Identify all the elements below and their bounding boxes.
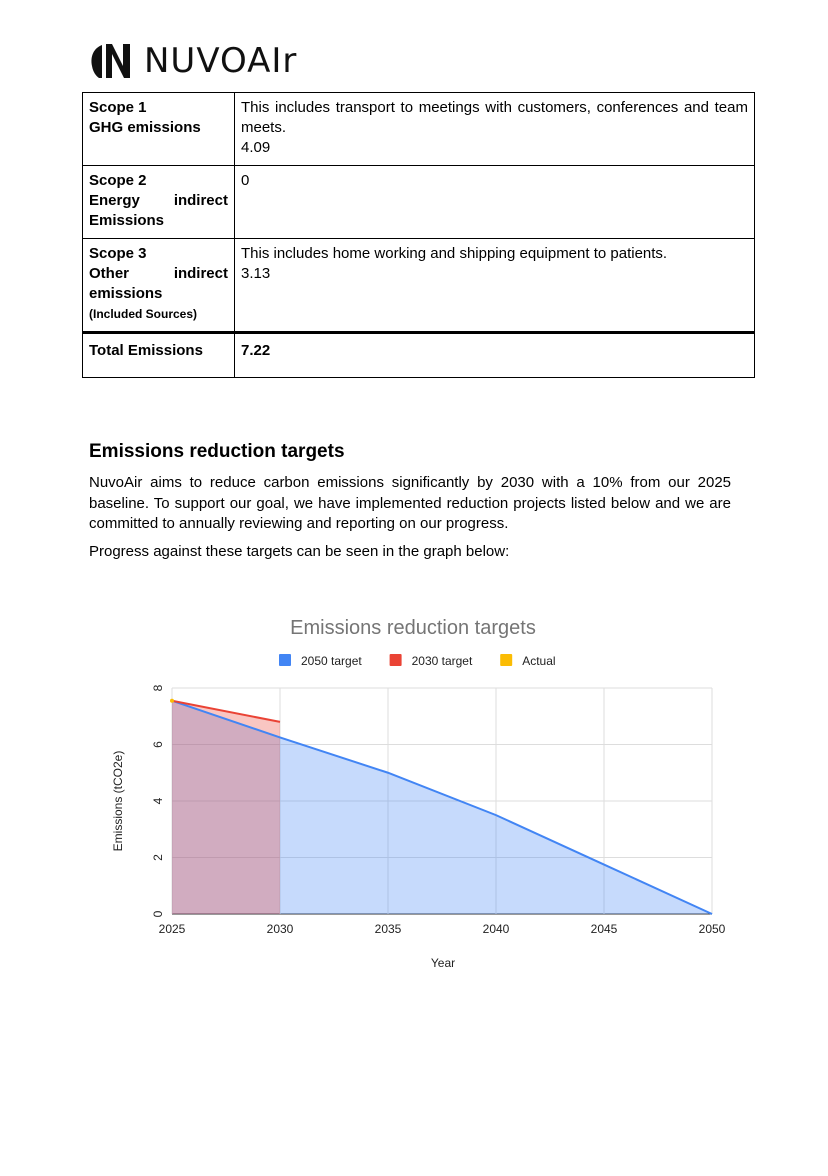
scope-3-note: (Included Sources) <box>89 307 198 321</box>
logo-wordmark: NUVOAIr <box>144 41 298 81</box>
scope-3-description: This includes home working and shipping equipment to patients. <box>241 245 668 262</box>
table-row-scope-1 <box>83 93 755 166</box>
x-tick-label: 2035 <box>374 922 402 936</box>
emissions-table <box>82 92 755 378</box>
scope-1-details <box>235 93 755 166</box>
table-row-total <box>83 333 755 378</box>
emissions-chart <box>100 605 740 980</box>
nuvoair-logo-mark <box>90 42 132 80</box>
total-label: Total Emissions <box>83 333 235 378</box>
total-value: 7.22 <box>235 333 755 378</box>
point-actual <box>170 699 174 703</box>
x-tick-label: 2025 <box>158 922 186 936</box>
x-axis-label: Year <box>430 956 456 970</box>
legend-swatch-actual <box>500 654 512 666</box>
legend-label-actual: Actual <box>522 654 556 668</box>
scope-3-details <box>235 239 755 333</box>
scope-2-value: 0 <box>241 172 250 189</box>
y-axis-label: Emissions (tCO2e) <box>111 750 125 852</box>
y-tick-label: 6 <box>151 741 165 748</box>
chart-areas <box>172 701 712 914</box>
table-row-scope-3 <box>83 239 755 333</box>
scope-3-label: Scope 3 Other indirect emissions (Included Sources) <box>83 239 235 333</box>
scope-1-label: Scope 1 GHG emissions <box>83 93 235 166</box>
chart-legend <box>279 654 556 668</box>
legend-label-2050-target: 2050 target <box>301 654 362 668</box>
table-row-scope-2 <box>83 166 755 239</box>
x-tick-label: 2050 <box>698 922 726 936</box>
scope-1-value: 4.09 <box>241 139 271 156</box>
scope-1-description: This includes transport to meetings with customers, conferences and team meets. <box>241 99 748 136</box>
y-tick-label: 2 <box>151 854 165 861</box>
section-paragraph-2: Progress against these targets can be seen in the graph below: <box>89 543 510 560</box>
section-heading: Emissions reduction targets <box>89 441 345 462</box>
scope-3-value: 3.13 <box>241 265 271 282</box>
y-tick-label: 0 <box>151 910 165 918</box>
legend-swatch-2050-target <box>279 654 291 666</box>
legend-swatch-2030-target <box>390 654 402 666</box>
x-tick-label: 2040 <box>482 922 510 936</box>
legend-label-2030-target: 2030 target <box>411 654 473 668</box>
x-tick-label: 2030 <box>266 922 294 936</box>
scope-2-details <box>235 166 755 239</box>
chart-title: Emissions reduction targets <box>290 617 536 639</box>
x-tick-label: 2045 <box>590 922 618 936</box>
y-tick-label: 4 <box>151 797 165 805</box>
y-tick-label: 8 <box>151 684 165 692</box>
scope-2-label: Scope 2 Energy indirect Emissions <box>83 166 235 239</box>
section-paragraph-1: NuvoAir aims to reduce carbon emissions significantly by 2030 with a 10% from our 2025 baseline. To support our goal, we have implemented reduction projects listed below and we are committed to annually reviewing and reporting on our progress. <box>89 474 731 532</box>
nuvoair-logo <box>90 40 297 82</box>
